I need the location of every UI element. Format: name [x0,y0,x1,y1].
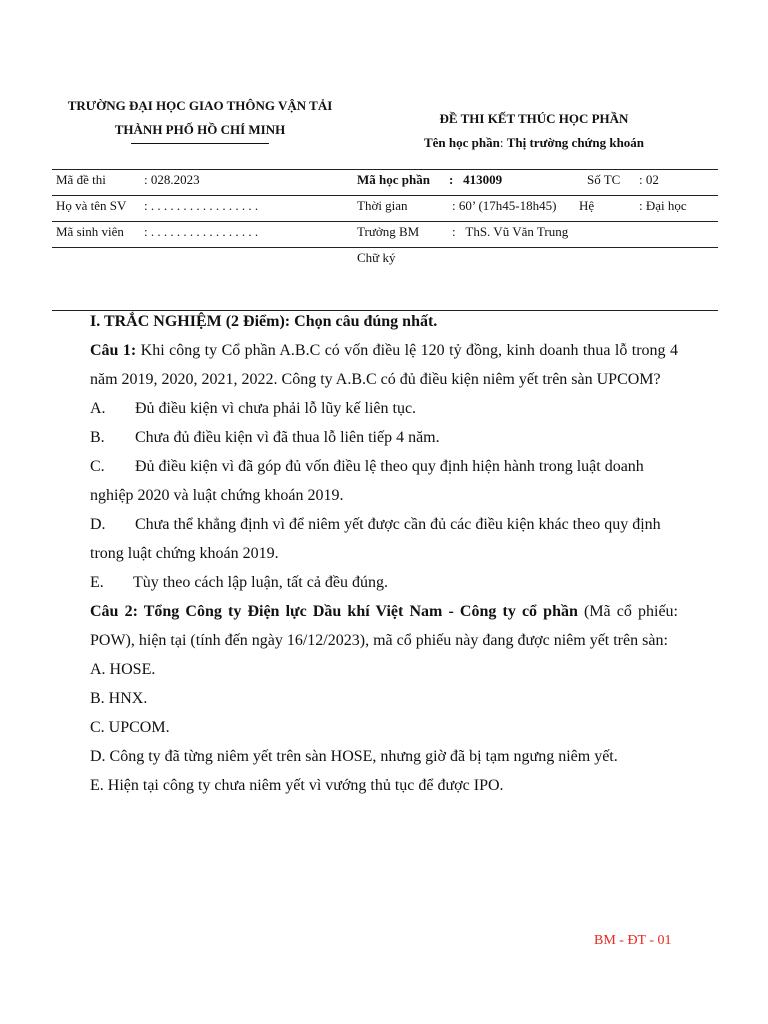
question-1-text: Khi công ty Cổ phần A.B.C có vốn điều lệ 120 tỷ đồng, kinh doanh thua lỗ trong 4 năm 2019, 2020, 2021, 2022. Công ty A.B.C có đủ điều kiện niêm yết trên sàn UPCOM? [90,342,678,388]
question-2-text: (Mã cổ phiếu: POW), hiện tại (tính đến ngày 16/12/2023), mã cổ phiếu này đang được niêm yết trên sàn: [90,603,678,649]
q1-option-a-text: Đủ điều kiện vì chưa phải lỗ lũy kế liên tục. [135,400,417,417]
q1-option-e-letter: E. [90,574,104,591]
q1-option-d-letter: D. [90,516,106,533]
dept-head-separator: : [452,224,456,239]
q1-option-a-letter: A. [90,400,106,417]
q1-option-b-text: Chưa đủ điều kiện vì đã thua lỗ liên tiếp 4 năm. [135,429,440,446]
dept-head-name: ThS. Vũ Văn Trung [465,224,569,239]
duration-value: : 60’ (17h45-18h45) [452,198,557,213]
dept-head-value [452,224,568,240]
question-2-label: Câu 2: Tổng Công ty Điện lực Dầu khí Việt Nam - Công ty cổ phần [90,603,578,620]
school-header [55,94,345,144]
credits-label: Số TC [587,172,621,187]
course-code-number: 413009 [463,172,503,187]
course-name: Thị trường chứng khoán [506,135,645,150]
course-code-label: Mã học phần [357,172,430,187]
section-title: I. TRẮC NGHIỆM (2 Điểm): Chọn câu đúng nhất. [90,313,438,330]
course-label: Tên học phần [423,135,500,150]
q1-option-a [90,394,678,423]
q1-option-b-letter: B. [90,429,105,446]
student-name-label: Họ và tên SV [56,198,127,213]
credits-value: : 02 [639,172,659,187]
question-1 [90,336,678,394]
q1-option-b [90,423,678,452]
exam-code-value: : 028.2023 [144,172,200,187]
question-1-label: Câu 1: [90,342,137,359]
form-code: BM - ĐT - 01 [594,933,672,948]
q1-option-e [90,568,678,597]
q2-option-a: A. HOSE. [90,661,156,678]
q2-option-e: E. Hiện tại công ty chưa niêm yết vì vướng thủ tục để được IPO. [90,777,504,794]
info-row-3 [52,222,718,248]
exam-info-table [52,169,718,273]
exam-header [400,107,668,155]
program-label: Hệ [579,198,595,213]
q1-option-e-text: Tùy theo cách lập luận, tất cả đều đúng. [133,574,389,591]
q2-option-b: B. HNX. [90,690,148,707]
exam-content [90,307,678,800]
student-id-label: Mã sinh viên [56,224,124,239]
student-id-field: : . . . . . . . . . . . . . . . . . [144,224,259,239]
exam-code-label: Mã đề thi [56,172,106,187]
exam-title: ĐỀ THI KẾT THÚC HỌC PHẦN [439,111,629,126]
info-row-4 [52,248,718,273]
duration-label: Thời gian [357,198,408,213]
q2-option-d: D. Công ty đã từng niêm yết trên sàn HOSE, nhưng giờ đã bị tạm ngưng niêm yết. [90,748,618,765]
q1-option-c [90,452,678,510]
course-code-value [449,172,502,188]
course-separator: : [499,135,507,150]
q1-option-c-letter: C. [90,458,105,475]
q1-option-d [90,510,678,568]
school-name-line1: TRƯỜNG ĐẠI HỌC GIAO THÔNG VẬN TẢI [67,98,333,113]
signature-label: Chữ ký [357,250,396,265]
header-underline [131,143,269,144]
school-name-line2: THÀNH PHỐ HỒ CHÍ MINH [114,122,286,137]
q1-option-d-text: Chưa thể khẳng định vì để niêm yết được cần đủ các điều kiện khác theo quy định trong luật chứng khoán 2019. [90,516,661,562]
dept-head-label: Trưởng BM [357,224,420,239]
info-row-2 [52,196,718,222]
q1-option-c-text: Đủ điều kiện vì đã góp đủ vốn điều lệ theo quy định hiện hành trong luật doanh nghiệp 2020 và luật chứng khoán 2019. [90,458,644,504]
student-name-field: : . . . . . . . . . . . . . . . . . [144,198,259,213]
course-code-separator: : [449,172,454,187]
q2-option-c: C. UPCOM. [90,719,170,736]
question-2 [90,597,678,655]
info-row-1 [52,169,718,196]
program-value: : Đại học [639,198,687,213]
course-line [400,131,668,155]
